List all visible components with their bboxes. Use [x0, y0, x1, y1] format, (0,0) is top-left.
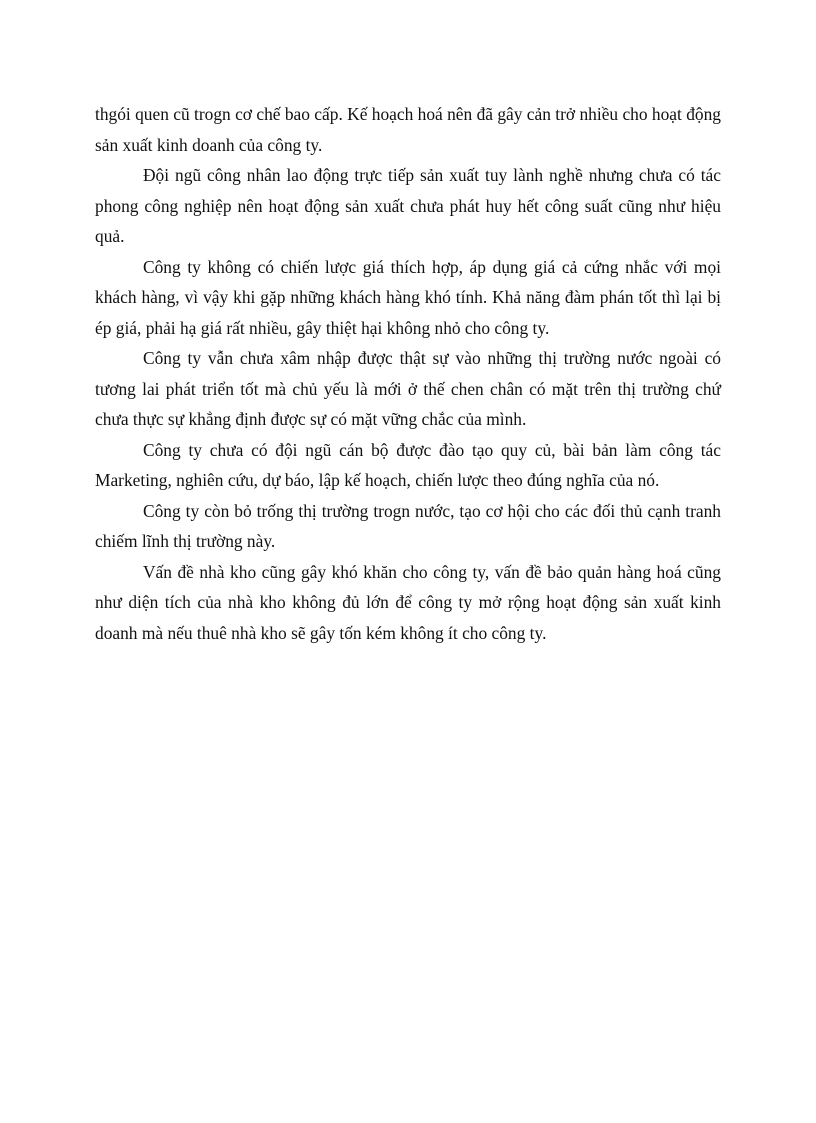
- paragraph-workforce: Đội ngũ công nhân lao động trực tiếp sản xuất tuy lành nghề nhưng chưa có tác phong công nghiệp nên hoạt động sản xuất chưa phát huy hết công suất cũng như hiệu quả.: [95, 165, 721, 246]
- paragraph-continuation: thgói quen cũ trogn cơ chế bao cấp. Kế hoạch hoá nên đã gây cản trở nhiều cho hoạt động sản xuất kinh doanh của công ty.: [95, 104, 721, 155]
- paragraph-domestic-market: Công ty còn bỏ trống thị trường trogn nước, tạo cơ hội cho các đối thủ cạnh tranh chiếm lĩnh thị trường này.: [95, 500, 721, 551]
- paragraph-marketing-staff: Công ty chưa có đội ngũ cán bộ được đào tạo quy củ, bài bản làm công tác Marketing, nghiên cứu, dự báo, lập kế hoạch, chiến lược theo đúng nghĩa của nó.: [95, 439, 721, 490]
- paragraph-warehouse: Vấn đề nhà kho cũng gây khó khăn cho công ty, vấn đề bảo quản hàng hoá cũng như diện tích của nhà kho không đủ lớn để công ty mở rộng hoạt động sản xuất kinh doanh mà nếu thuê nhà kho sẽ gây tốn kém không ít cho công ty.: [95, 561, 721, 643]
- document-body: [95, 99, 721, 648]
- paragraph-pricing-strategy: Công ty không có chiến lược giá thích hợp, áp dụng giá cả cứng nhắc với mọi khách hàng, vì vậy khi gặp những khách hàng khó tính. Khả năng đàm phán tốt thì lại bị ép giá, phải hạ giá rất nhiều, gây thiệt hại không nhỏ cho công ty.: [95, 256, 721, 338]
- paragraph-foreign-markets: Công ty vẫn chưa xâm nhập được thật sự vào những thị trường nước ngoài có tương lai phát triển tốt mà chủ yếu là mới ở thế chen chân có mặt trên thị trường chứ chưa thực sự khẳng định được sự có mặt vững chắc của mình.: [95, 348, 721, 429]
